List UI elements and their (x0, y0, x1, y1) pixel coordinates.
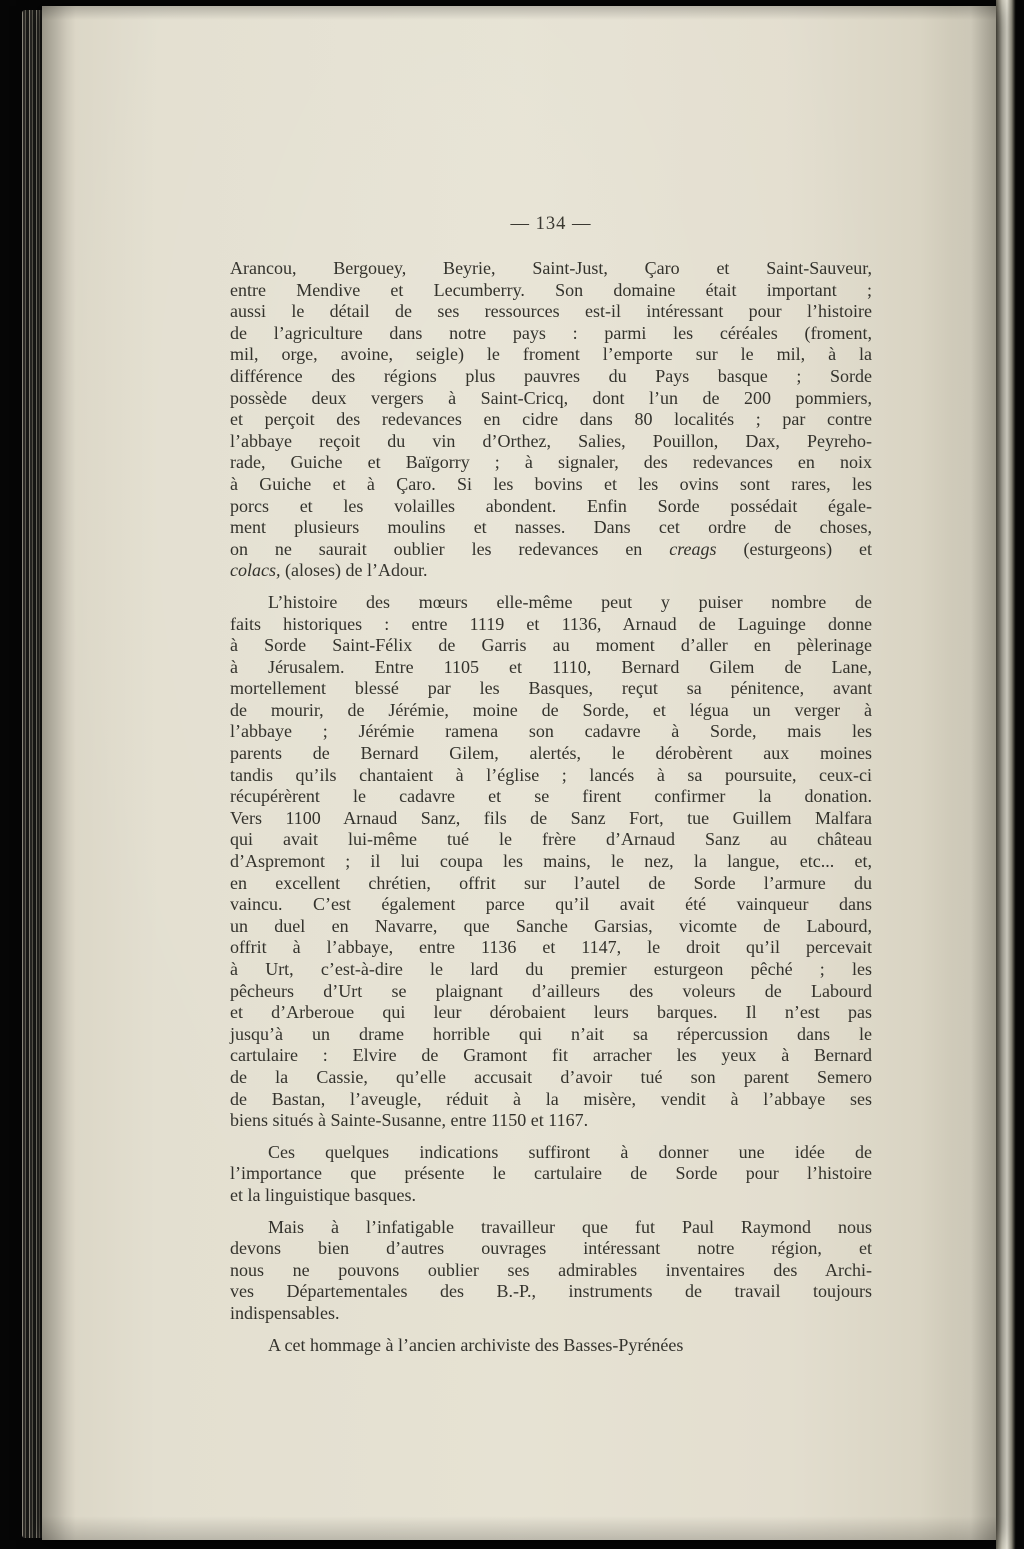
paragraph (230, 1142, 872, 1207)
text-segment: mortellement blessé par les Basques, reçut sa pénitence, avant (230, 678, 872, 699)
text-segment: différence des régions plus pauvres du Pays basque ; Sorde (230, 365, 872, 386)
text-segment: l’abbaye reçoit du vin d’Orthez, Salies, Pouillon, Dax, Peyreho- (230, 430, 872, 451)
text-line (230, 1089, 872, 1111)
text-segment: possède deux vergers à Saint-Cricq, dont l’un de 200 pommiers, (230, 387, 872, 408)
text-segment: mil, orge, avoine, seigle) le froment l’emporte sur le mil, à la (230, 344, 872, 365)
text-line (230, 657, 872, 679)
text-segment: en excellent chrétien, offrit sur l’autel de Sorde l’armure du (230, 872, 872, 893)
text-line (230, 765, 872, 787)
text-segment: Ces quelques indications suffiront à donner une idée de (268, 1141, 872, 1162)
text-line (230, 431, 872, 453)
text-segment: d’Aspremont ; il lui coupa les mains, le nez, la langue, etc... et, (230, 851, 872, 872)
text-segment: ves Départementales des B.-P., instruments de travail toujours (230, 1281, 872, 1302)
text-line (230, 1163, 872, 1185)
text-segment: parents de Bernard Gilem, alertés, le dérobèrent aux moines (230, 743, 872, 764)
text-line (230, 258, 872, 280)
text-segment: A cet hommage à l’ancien archiviste des Basses-Pyrénées (268, 1334, 684, 1355)
text-line (230, 366, 872, 388)
text-segment: Mais à l’infatigable travailleur que fut Paul Raymond nous (268, 1216, 872, 1237)
text-line (230, 1002, 872, 1024)
text-line (230, 678, 872, 700)
text-line (230, 743, 872, 765)
text-line (230, 388, 872, 410)
text-segment: à Urt, c’est-à-dire le lard du premier esturgeon pêché ; les (230, 959, 872, 979)
text-line (230, 1067, 872, 1089)
text-segment: et d’Arberoue qui leur dérobaient leurs barques. Il n’est pas (230, 1002, 872, 1023)
text-line (230, 1024, 872, 1046)
text-segment: de Bastan, l’aveugle, réduit à la misère, vendit à l’abbaye ses (230, 1088, 872, 1109)
text-line (230, 916, 872, 938)
text-line (230, 474, 872, 496)
text-segment: de mourir, de Jérémie, moine de Sorde, et légua un verger à (230, 699, 872, 720)
text-line (230, 1335, 872, 1357)
paragraph (230, 1217, 872, 1325)
text-line (230, 635, 872, 657)
text-line (230, 560, 872, 582)
text-segment: Vers 1100 Arnaud Sanz, fils de Sanz Fort, tue Guillem Malfara (230, 807, 872, 828)
text-segment: qui avait lui-même tué le frère d’Arnaud Sanz au château (230, 829, 872, 850)
italic-text: colacs, (230, 560, 281, 581)
text-segment: aussi le détail de ses ressources est-il intéressant pour l’histoire (230, 301, 872, 322)
page-stack-edges (22, 10, 44, 1538)
text-line (230, 592, 872, 614)
text-line (230, 981, 872, 1003)
text-line (230, 808, 872, 830)
text-line (230, 721, 872, 743)
book-page (42, 6, 996, 1540)
text-line (230, 786, 872, 808)
text-line (230, 1281, 872, 1303)
text-segment: de la Cassie, qu’elle accusait d’avoir tué son parent Semero (230, 1066, 872, 1087)
text-line (230, 937, 872, 959)
adjacent-page-edge (996, 0, 1016, 1549)
text-segment: de l’agriculture dans notre pays : parmi les céréales (froment, (230, 322, 872, 343)
page-number: — 134 — (510, 214, 592, 234)
text-segment: Arancou, Bergouey, Beyrie, Saint-Just, Çaro et Saint-Sauveur, (230, 258, 872, 278)
text-segment: entre Mendive et Lecumberry. Son domaine était important ; (230, 279, 872, 300)
text-line (230, 409, 872, 431)
page-text (230, 258, 872, 1356)
text-segment: nous ne pouvons oublier ses admirables inventaires des Archi- (230, 1259, 872, 1280)
text-segment: cartulaire : Elvire de Gramont fit arracher les yeux à Bernard (230, 1045, 872, 1066)
text-segment: et perçoit des redevances en cidre dans 80 localités ; par contre (230, 409, 872, 430)
text-line (230, 1238, 872, 1260)
text-line (230, 1142, 872, 1164)
text-segment: l’abbaye ; Jérémie ramena son cadavre à Sorde, mais les (230, 721, 872, 742)
text-segment: porcs et les volailles abondent. Enfin Sorde possédait égale- (230, 495, 872, 516)
text-line (230, 539, 872, 561)
text-segment: L’histoire des mœurs elle-même peut y puiser nombre de (268, 591, 872, 612)
text-segment: (aloses) de l’Adour. (280, 560, 428, 581)
text-line (230, 1260, 872, 1282)
text-line (230, 344, 872, 366)
text-line (230, 1110, 872, 1132)
text-line (230, 851, 872, 873)
text-line (230, 894, 872, 916)
text-segment: offrit à l’abbaye, entre 1136 et 1147, le droit qu’il percevait (230, 937, 872, 958)
text-segment: biens situés à Sainte-Susanne, entre 1150 et 1167. (230, 1110, 589, 1131)
text-segment: tandis qu’ils chantaient à l’église ; lancés à sa poursuite, ceux-ci (230, 764, 872, 785)
text-segment: vaincu. C’est également parce qu’il avait été vainqueur dans (230, 894, 872, 915)
text-segment: (esturgeons) et (716, 538, 872, 559)
text-segment: rade, Guiche et Baïgorry ; à signaler, des redevances en noix (230, 452, 872, 473)
italic-text: creags (669, 538, 717, 559)
text-line (230, 517, 872, 539)
text-segment: à Guiche et à Çaro. Si les bovins et les ovins sont rares, les (230, 473, 872, 494)
paragraph (230, 592, 872, 1132)
paragraph (230, 1335, 872, 1357)
text-segment: devons bien d’autres ouvrages intéressant notre région, et (230, 1238, 872, 1259)
text-segment: à Sorde Saint-Félix de Garris au moment d’aller en pèlerinage (230, 635, 872, 656)
text-segment: l’importance que présente le cartulaire de Sorde pour l’histoire (230, 1163, 872, 1184)
text-segment: un duel en Navarre, que Sanche Garsias, vicomte de Labourd, (230, 915, 872, 936)
text-line (230, 496, 872, 518)
text-line (230, 614, 872, 636)
text-segment: ment plusieurs moulins et nasses. Dans cet ordre de choses, (230, 517, 872, 538)
text-line (230, 1303, 872, 1325)
text-segment: indispensables. (230, 1302, 340, 1323)
text-line (230, 700, 872, 722)
text-segment: à Jérusalem. Entre 1105 et 1110, Bernard Gilem de Lane, (230, 656, 872, 677)
paragraph (230, 258, 872, 582)
text-segment: pêcheurs d’Urt se plaignant d’ailleurs des voleurs de Labourd (230, 980, 872, 1001)
text-segment: on ne saurait oublier les redevances en (230, 538, 670, 559)
text-line (230, 959, 872, 981)
text-line (230, 1185, 872, 1207)
text-line (230, 280, 872, 302)
text-line (230, 301, 872, 323)
text-line (230, 829, 872, 851)
text-segment: et la linguistique basques. (230, 1184, 416, 1205)
text-segment: jusqu’à un drame horrible qui n’ait sa répercussion dans le (230, 1023, 872, 1044)
text-line (230, 452, 872, 474)
text-segment: récupérèrent le cadavre et se firent confirmer la donation. (230, 786, 872, 807)
text-segment: faits historiques : entre 1119 et 1136, Arnaud de Laguinge donne (230, 613, 872, 634)
text-line (230, 323, 872, 345)
text-line (230, 1045, 872, 1067)
text-line (230, 873, 872, 895)
text-line (230, 1217, 872, 1239)
